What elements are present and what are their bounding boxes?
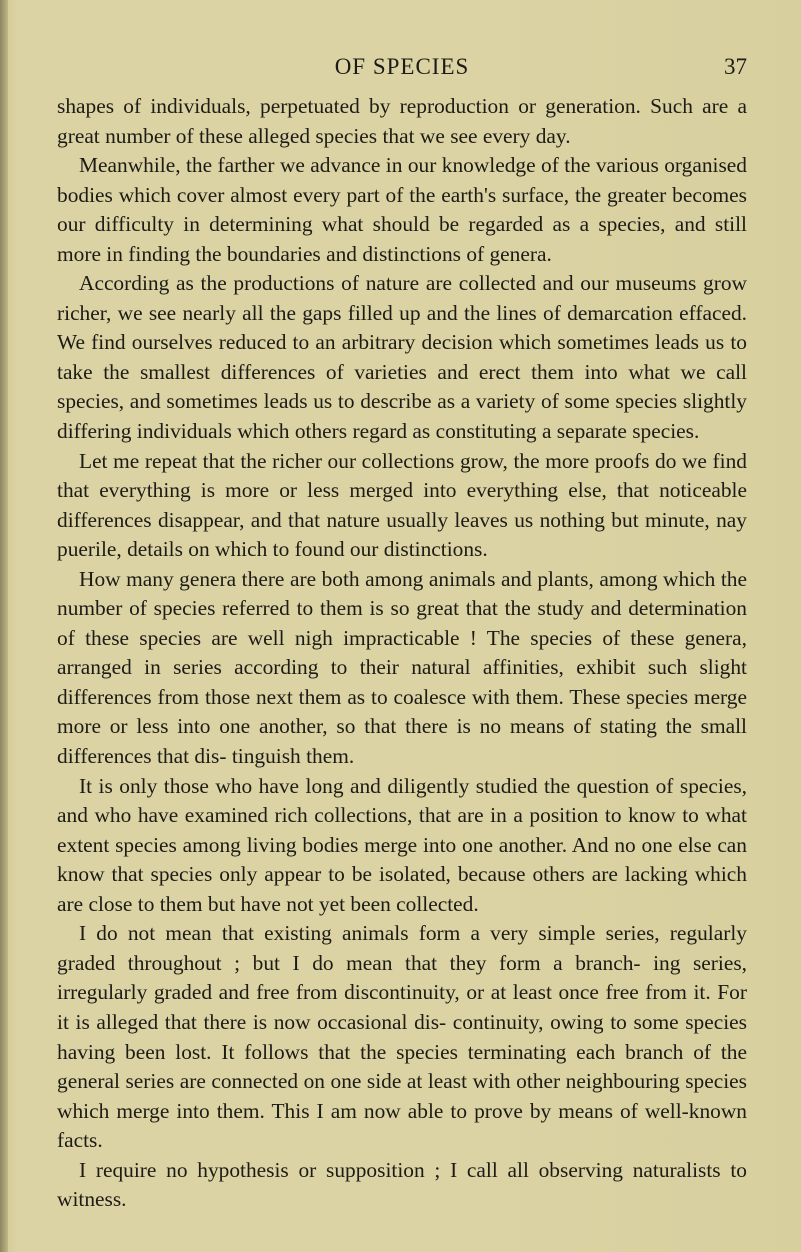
page-number: 37 [724, 54, 747, 79]
paragraph: Let me repeat that the richer our collections grow, the more proofs do we find that everything is more or less merged into everything else, that noticeable differences disappear, and that nature usually leaves us nothing but minute, nay puerile, details on which to found our distinctions. [57, 448, 747, 562]
page-header [57, 54, 747, 84]
paragraph: shapes of individuals, perpetuated by reproduction or generation. Such are a great number of these alleged species that we see every day. [57, 94, 747, 148]
paragraph: It is only those who have long and diligently studied the question of species, and who have examined rich collections, that are in a position to know to what extent species among living bodies merge into one another. And no one else can know that species only appear to be isolated, because others are lacking which are close to them but have not yet been collected. [57, 773, 747, 916]
paragraph: Meanwhile, the farther we advance in our knowledge of the various organised bodies which cover almost every part of the earth's surface, the greater becomes our difficulty in determining what should be regarded as a species, and still more in finding the boundaries and distinctions of genera. [57, 153, 747, 266]
body-text [57, 92, 747, 1215]
book-spine-edge [0, 0, 8, 1252]
paragraph: I do not mean that existing animals form a very simple series, regularly graded throughout ; but I do mean that they form a branch- ing series, irregularly graded and free from discontinuity, or at least once free from it. For it is alleged that there is now occasional dis- continuity, owing to some species having been lost. It follows that the species terminating each branch of the general series are connected on one side at least with other neighbouring species which merge into them. This I am now able to prove by means of well-known facts. [57, 921, 747, 1153]
running-title: OF SPECIES [334, 54, 470, 79]
paragraph: I require no hypothesis or supposition ; I call all observing naturalists to witness. [57, 1157, 747, 1212]
paragraph: According as the productions of nature are collected and our museums grow richer, we see nearly all the gaps filled up and the lines of demarcation effaced. We find ourselves reduced to an arbitrary decision which sometimes leads us to take the smallest differences of varieties and erect them into what we call species, and sometimes leads us to describe as a variety of some species slightly differing individuals which others regard as constituting a separate species. [57, 271, 747, 444]
paragraph: How many genera there are both among animals and plants, among which the number of species referred to them is so great that the study and determination of these species are well nigh impracticable ! The species of these genera, arranged in series according to their natural affinities, exhibit such slight differences from those next them as to coalesce with them. These species merge more or less into one another, so that there is no means of stating the small differences that dis- tinguish them. [57, 566, 747, 769]
